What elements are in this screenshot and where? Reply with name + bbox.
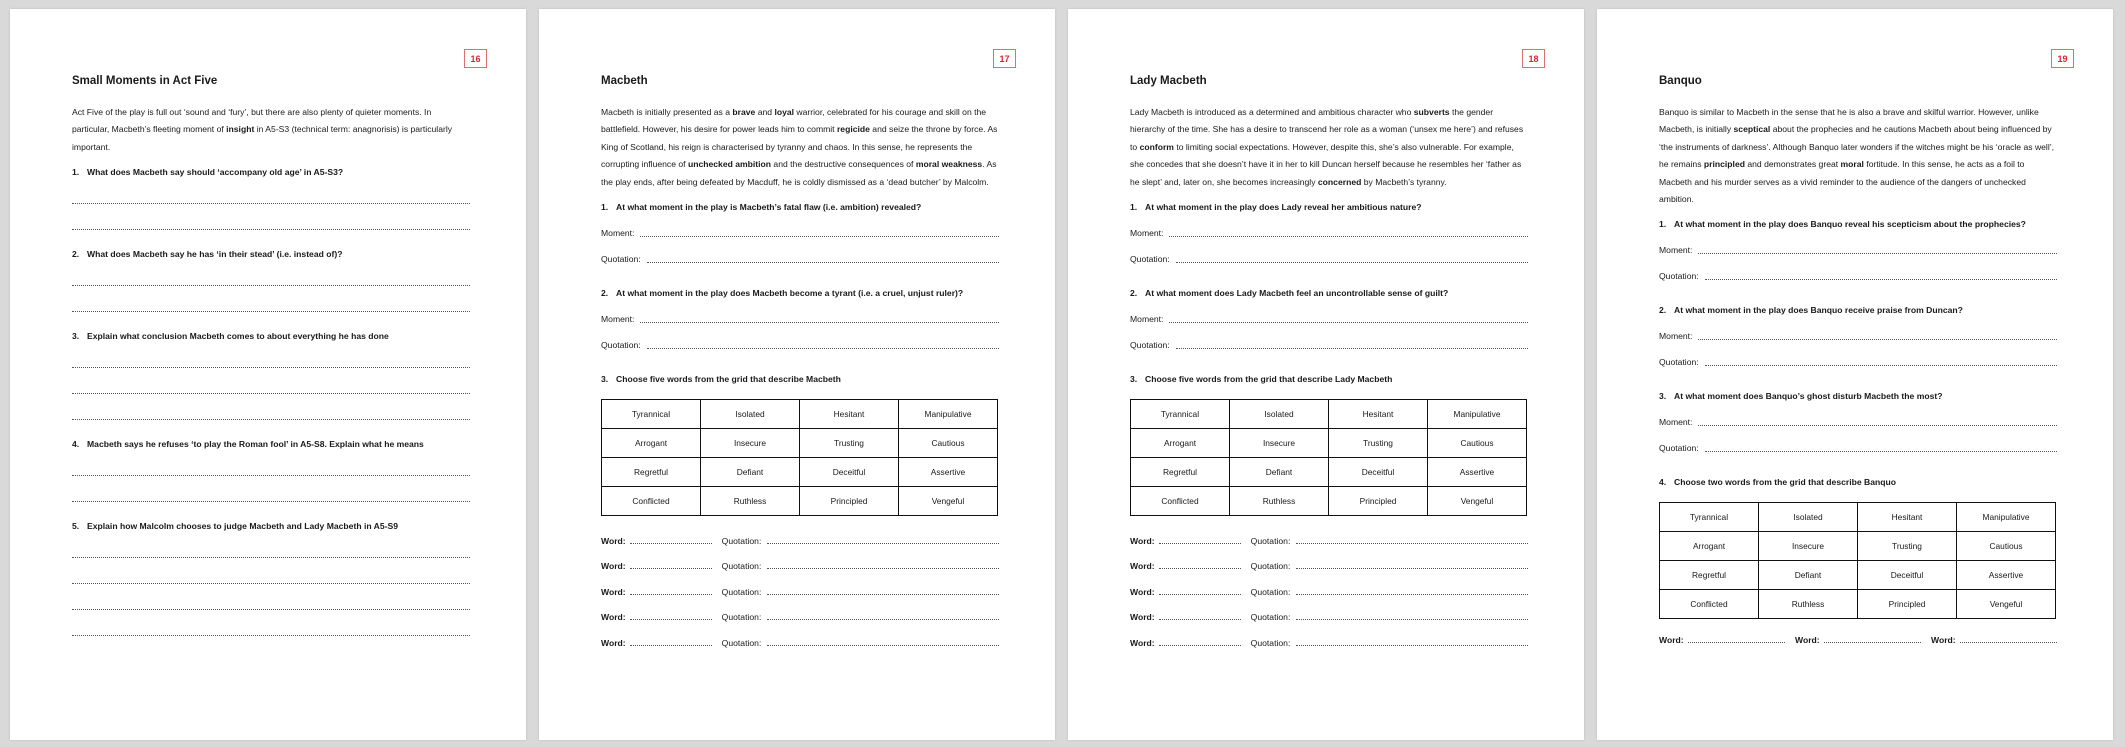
grid-row (602, 400, 998, 429)
answer-line[interactable] (72, 584, 470, 610)
grid-row (1660, 532, 2056, 561)
question: 2. At what moment does Lady Macbeth feel an uncontrollable sense of guilt? (1130, 288, 1449, 299)
grid-word-cell[interactable]: Manipulative (1428, 400, 1527, 429)
quotation-label: Quotation: (721, 586, 762, 597)
grid-word-cell[interactable]: Tyrannical (1131, 400, 1230, 429)
grid-word-cell[interactable]: Deceitful (800, 458, 899, 487)
moment-row[interactable]: Moment: (1130, 299, 1528, 325)
word-label: Word: (601, 637, 626, 648)
grid-word-cell[interactable]: Assertive (899, 458, 998, 487)
grid-word-cell[interactable]: Principled (800, 487, 899, 516)
grid-word-cell[interactable]: Defiant (1759, 561, 1858, 590)
word-blank[interactable] (630, 636, 712, 646)
grid-word-cell[interactable]: Tyrannical (1660, 503, 1759, 532)
quotation-label: Quotation: (721, 637, 762, 648)
word-grid (1130, 399, 1527, 516)
grid-word-cell[interactable]: Vengeful (1428, 487, 1527, 516)
question: 2. At what moment in the play does Macbeth become a tyrant (i.e. a cruel, unjust ruler)? (601, 288, 964, 299)
page-19 (1597, 9, 2113, 740)
grid-row (602, 458, 998, 487)
grid-word-cell[interactable]: Tyrannical (602, 400, 701, 429)
answer-line[interactable] (72, 178, 470, 204)
word-label: Word: (1130, 586, 1155, 597)
word-blank[interactable] (630, 534, 712, 544)
quotation-blank[interactable] (767, 559, 999, 569)
question: 4. Macbeth says he refuses ‘to play the Roman fool’ in A5-S8. Explain what he means (72, 439, 424, 450)
moment-row[interactable]: Moment: (1659, 316, 2057, 342)
moment-row[interactable]: Moment: (1659, 230, 2057, 256)
answer-line[interactable] (72, 394, 470, 420)
word-quotation-row[interactable] (1130, 622, 1528, 648)
grid-row (1131, 400, 1527, 429)
grid-word-cell[interactable]: Ruthless (1230, 487, 1329, 516)
grid-row (1131, 429, 1527, 458)
word-label: Word: (1130, 535, 1155, 546)
answer-line[interactable] (72, 476, 470, 502)
quotation-blank[interactable] (767, 636, 999, 646)
grid-word-cell[interactable]: Cautious (899, 429, 998, 458)
quotation-label: Quotation: (1250, 586, 1291, 597)
quotation-blank[interactable] (1296, 559, 1528, 569)
grid-word-cell[interactable]: Manipulative (899, 400, 998, 429)
answer-line[interactable] (72, 610, 470, 636)
word-blank[interactable] (1159, 636, 1241, 646)
grid-row (1660, 503, 2056, 532)
grid-word-cell[interactable]: Defiant (1230, 458, 1329, 487)
grid-word-cell[interactable]: Cautious (1957, 532, 2056, 561)
question: 2. At what moment in the play does Banquo receive praise from Duncan? (1659, 305, 1963, 316)
moment-row[interactable]: Moment: (601, 299, 999, 325)
grid-word-cell[interactable]: Vengeful (899, 487, 998, 516)
quotation-blank[interactable] (1296, 636, 1528, 646)
quotation-blank[interactable] (767, 585, 999, 595)
question: 1. What does Macbeth say should ‘accompany old age’ in A5-S3? (72, 167, 344, 178)
question: 3. At what moment does Banquo’s ghost disturb Macbeth the most? (1659, 391, 1943, 402)
grid-word-cell[interactable]: Conflicted (1131, 487, 1230, 516)
grid-word-cell[interactable]: Isolated (1230, 400, 1329, 429)
quotation-row[interactable]: Quotation: (1130, 239, 1528, 265)
word-field[interactable]: Word: (1931, 633, 2057, 645)
word-field[interactable]: Word: (1659, 633, 1785, 645)
grid-word-cell[interactable]: Arrogant (1131, 429, 1230, 458)
grid-row (602, 487, 998, 516)
grid-word-cell[interactable]: Hesitant (800, 400, 899, 429)
grid-word-cell[interactable]: Regretful (602, 458, 701, 487)
word-blank[interactable] (630, 610, 712, 620)
grid-row (1660, 561, 2056, 590)
word-label: Word: (1130, 637, 1155, 648)
grid-word-cell[interactable]: Insecure (1230, 429, 1329, 458)
word-label: Word: (1130, 612, 1155, 623)
intro-paragraph: Banquo is similar to Macbeth in the sense that he is also a brave and skilful warrior. However, unlike Macbeth, is initially sceptical about the prophecies and he cautions Macbeth about being influenced by ‘the instruments of darkness’. Although Banquo later wonders if the witches might be his ‘oracle as well’, he remains principled and demonstrates great moral fortitude. In this sense, he acts as a foil to Macbeth and his murder serves as a vivid reminder to the audience of the dangers of unchecked ambition. (1659, 107, 2055, 205)
moment-row[interactable]: Moment: (601, 213, 999, 239)
grid-word-cell[interactable]: Arrogant (602, 429, 701, 458)
word-quotation-row[interactable] (601, 520, 999, 546)
word-quotation-row[interactable] (1130, 520, 1528, 546)
grid-word-cell[interactable]: Principled (1329, 487, 1428, 516)
question: 4. Choose two words from the grid that describe Banquo (1659, 477, 1897, 488)
grid-word-cell[interactable]: Defiant (701, 458, 800, 487)
intro-paragraph: Macbeth is initially presented as a brave and loyal warrior, celebrated for his courage and skill on the battlefield. However, his desire for power leads him to commit regicide and seize the throne by force. As King of Scotland, his reign is characterised by tyranny and chaos. In this sense, he represents the corrupting influence of unchecked ambition and the destructive consequences of moral weakness. As the play ends, after being defeated by Macduff, he is coldly dismissed as a ‘dead butcher’ by Malcolm. (601, 107, 998, 187)
word-quotation-row[interactable] (601, 622, 999, 648)
word-blank[interactable] (630, 585, 712, 595)
grid-word-cell[interactable]: Hesitant (1329, 400, 1428, 429)
grid-word-cell[interactable]: Conflicted (602, 487, 701, 516)
answer-line[interactable] (72, 450, 470, 476)
question: 1. At what moment in the play does Lady reveal her ambitious nature? (1130, 202, 1422, 213)
question: 3. Choose five words from the grid that describe Lady Macbeth (1130, 374, 1393, 385)
word-quotation-row[interactable] (1130, 597, 1528, 623)
quotation-row[interactable]: Quotation: (1659, 342, 2057, 368)
quotation-row[interactable]: Quotation: (601, 325, 999, 351)
question: 5. Explain how Malcolm chooses to judge Macbeth and Lady Macbeth in A5-S9 (72, 521, 399, 532)
answer-line[interactable] (72, 558, 470, 584)
quotation-blank[interactable] (767, 534, 999, 544)
word-blank[interactable] (1159, 585, 1241, 595)
grid-row (602, 429, 998, 458)
quotation-label: Quotation: (721, 612, 762, 623)
word-blank[interactable] (1159, 610, 1241, 620)
quotation-label: Quotation: (1250, 535, 1291, 546)
word-blank[interactable] (630, 559, 712, 569)
quotation-blank[interactable] (1296, 610, 1528, 620)
page-title: Lady Macbeth (1130, 75, 1207, 87)
grid-word-cell[interactable]: Hesitant (1858, 503, 1957, 532)
grid-word-cell[interactable]: Assertive (1428, 458, 1527, 487)
grid-word-cell[interactable]: Deceitful (1858, 561, 1957, 590)
grid-word-cell[interactable]: Trusting (800, 429, 899, 458)
page-number: 18 (1522, 49, 1545, 68)
grid-word-cell[interactable]: Conflicted (1660, 590, 1759, 619)
word-label: Word: (601, 535, 626, 546)
quotation-row[interactable]: Quotation: (601, 239, 999, 265)
quotation-row[interactable]: Quotation: (1659, 428, 2057, 454)
grid-word-cell[interactable]: Ruthless (1759, 590, 1858, 619)
word-label: Word: (601, 586, 626, 597)
grid-word-cell[interactable]: Deceitful (1329, 458, 1428, 487)
moment-row[interactable]: Moment: (1130, 213, 1528, 239)
grid-word-cell[interactable]: Principled (1858, 590, 1957, 619)
question: 1. At what moment in the play does Banquo reveal his scepticism about the prophecies? (1659, 219, 2026, 230)
answer-line[interactable] (72, 286, 470, 312)
page-number: 16 (464, 49, 487, 68)
word-blank[interactable] (1159, 559, 1241, 569)
question: 3. Explain what conclusion Macbeth comes to about everything he has done (72, 331, 389, 342)
quotation-blank[interactable] (1296, 534, 1528, 544)
word-grid (1659, 502, 2056, 619)
quotation-label: Quotation: (1250, 637, 1291, 648)
answer-line[interactable] (72, 342, 470, 368)
grid-word-cell[interactable]: Isolated (1759, 503, 1858, 532)
quotation-blank[interactable] (767, 610, 999, 620)
quotation-label: Quotation: (1250, 612, 1291, 623)
page-title: Banquo (1659, 75, 1702, 87)
page-18 (1068, 9, 1584, 740)
intro-paragraph: Lady Macbeth is introduced as a determined and ambitious character who subverts the gender hierarchy of the time. She has a desire to transcend her role as a woman (‘unsex me here’) and refuses to conform to limiting social expectations. However, despite this, she’s also vulnerable. For example, she concedes that she doesn’t have it in her to kill Duncan herself because he resembles her ‘father as he slept’ and, later on, she becomes increasingly concerned by Macbeth’s tyranny. (1130, 107, 1524, 187)
word-quotation-row[interactable] (1130, 571, 1528, 597)
word-grid (601, 399, 998, 516)
quotation-label: Quotation: (1250, 561, 1291, 572)
word-field[interactable]: Word: (1795, 633, 1921, 645)
grid-word-cell[interactable]: Manipulative (1957, 503, 2056, 532)
answer-line[interactable] (72, 532, 470, 558)
word-quotation-row[interactable] (601, 546, 999, 572)
page-number: 17 (993, 49, 1016, 68)
grid-row (1131, 487, 1527, 516)
page-title: Small Moments in Act Five (72, 75, 218, 87)
page-number: 19 (2051, 49, 2074, 68)
page-16 (10, 9, 526, 740)
answer-line[interactable] (72, 204, 470, 230)
grid-word-cell[interactable]: Arrogant (1660, 532, 1759, 561)
word-row (1659, 631, 2057, 645)
grid-row (1131, 458, 1527, 487)
answer-line[interactable] (72, 260, 470, 286)
grid-word-cell[interactable]: Isolated (701, 400, 800, 429)
question: 3. Choose five words from the grid that describe Macbeth (601, 374, 841, 385)
grid-row (1660, 590, 2056, 619)
grid-word-cell[interactable]: Trusting (1329, 429, 1428, 458)
word-quotation-list (601, 520, 999, 648)
quotation-blank[interactable] (1296, 585, 1528, 595)
answer-line[interactable] (72, 368, 470, 394)
question: 1. At what moment in the play is Macbeth’s fatal flaw (i.e. ambition) revealed? (601, 202, 922, 213)
word-quotation-row[interactable] (601, 597, 999, 623)
word-label: Word: (601, 561, 626, 572)
grid-word-cell[interactable]: Cautious (1428, 429, 1527, 458)
intro-paragraph: Act Five of the play is full out ‘sound and ‘fury’, but there are also plenty of quieter moments. In particular, Macbeth’s fleeting moment of insight in A5-S3 (technical term: anagnorisis) is particularly important. (72, 107, 453, 152)
word-quotation-row[interactable] (1130, 546, 1528, 572)
grid-word-cell[interactable]: Regretful (1131, 458, 1230, 487)
word-quotation-row[interactable] (601, 571, 999, 597)
word-quotation-list (1130, 520, 1528, 648)
quotation-label: Quotation: (721, 535, 762, 546)
quotation-row[interactable]: Quotation: (1659, 256, 2057, 282)
grid-word-cell[interactable]: Ruthless (701, 487, 800, 516)
quotation-label: Quotation: (721, 561, 762, 572)
grid-word-cell[interactable]: Vengeful (1957, 590, 2056, 619)
quotation-row[interactable]: Quotation: (1130, 325, 1528, 351)
word-label: Word: (601, 612, 626, 623)
question: 2. What does Macbeth say he has ‘in their stead’ (i.e. instead of)? (72, 249, 343, 260)
grid-word-cell[interactable]: Insecure (701, 429, 800, 458)
page-17 (539, 9, 1055, 740)
word-label: Word: (1130, 561, 1155, 572)
grid-word-cell[interactable]: Trusting (1858, 532, 1957, 561)
grid-word-cell[interactable]: Insecure (1759, 532, 1858, 561)
page-title: Macbeth (601, 75, 648, 87)
grid-word-cell[interactable]: Assertive (1957, 561, 2056, 590)
word-blank[interactable] (1159, 534, 1241, 544)
moment-row[interactable]: Moment: (1659, 402, 2057, 428)
grid-word-cell[interactable]: Regretful (1660, 561, 1759, 590)
